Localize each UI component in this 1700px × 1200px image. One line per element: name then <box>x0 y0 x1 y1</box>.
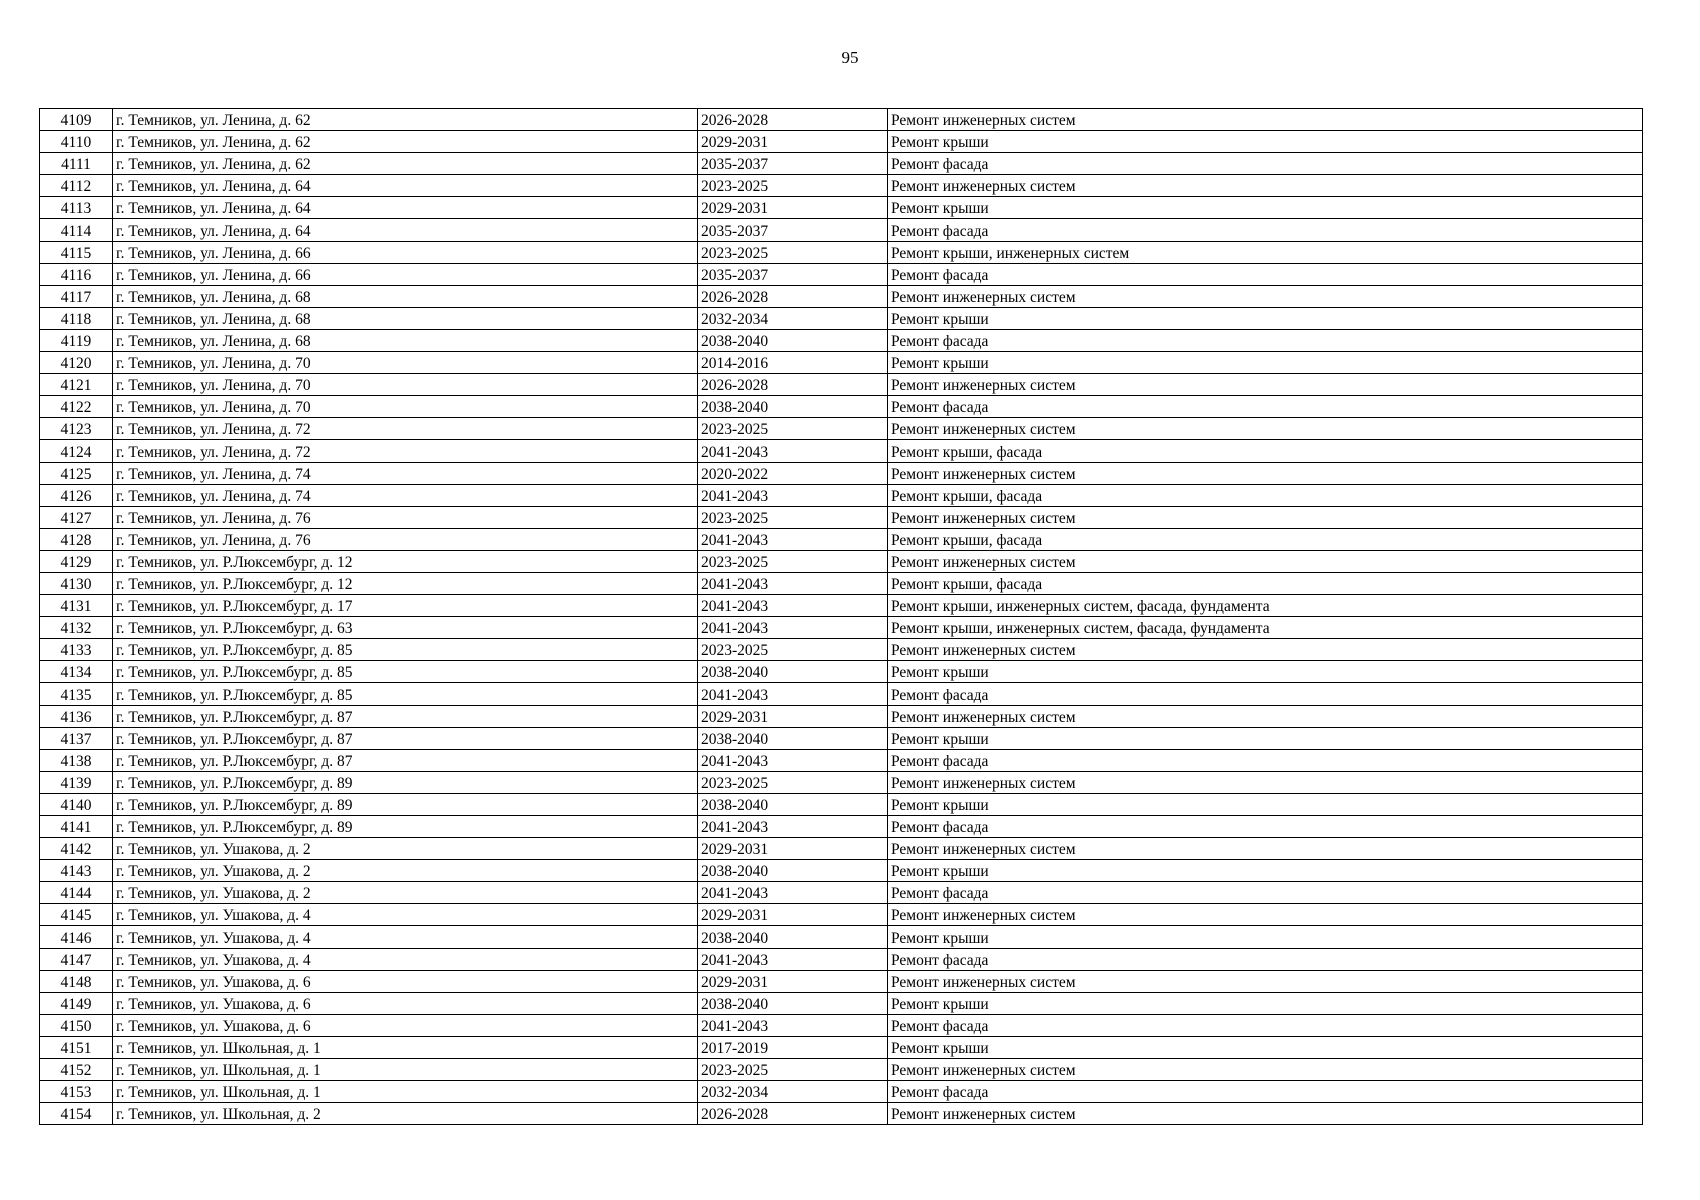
work-type-cell: Ремонт фасада <box>888 1081 1643 1103</box>
row-number-cell: 4132 <box>40 617 113 639</box>
period-cell: 2032-2034 <box>698 1081 888 1103</box>
table-row <box>40 793 1643 815</box>
row-number-cell: 4144 <box>40 882 113 904</box>
row-number-cell: 4147 <box>40 948 113 970</box>
address-cell: г. Темников, ул. Школьная, д. 2 <box>113 1103 698 1125</box>
row-number-cell: 4129 <box>40 550 113 572</box>
work-type-cell: Ремонт крыши, фасада <box>888 484 1643 506</box>
row-number-cell: 4143 <box>40 860 113 882</box>
row-number-cell: 4139 <box>40 771 113 793</box>
period-cell: 2041-2043 <box>698 617 888 639</box>
table-row <box>40 109 1643 131</box>
row-number-cell: 4151 <box>40 1036 113 1058</box>
period-cell: 2041-2043 <box>698 572 888 594</box>
row-number-cell: 4150 <box>40 1014 113 1036</box>
table-row <box>40 197 1643 219</box>
work-type-cell: Ремонт инженерных систем <box>888 109 1643 131</box>
row-number-cell: 4154 <box>40 1103 113 1125</box>
address-cell: г. Темников, ул. Р.Люксембург, д. 89 <box>113 816 698 838</box>
address-cell: г. Темников, ул. Ленина, д. 64 <box>113 197 698 219</box>
row-number-cell: 4145 <box>40 904 113 926</box>
table-row <box>40 550 1643 572</box>
work-type-cell: Ремонт крыши, фасада <box>888 440 1643 462</box>
work-type-cell: Ремонт крыши, фасада <box>888 528 1643 550</box>
work-type-cell: Ремонт инженерных систем <box>888 1059 1643 1081</box>
table-row <box>40 131 1643 153</box>
row-number-cell: 4125 <box>40 462 113 484</box>
work-type-cell: Ремонт инженерных систем <box>888 705 1643 727</box>
row-number-cell: 4115 <box>40 241 113 263</box>
table-row <box>40 705 1643 727</box>
address-cell: г. Темников, ул. Ушакова, д. 4 <box>113 904 698 926</box>
period-cell: 2029-2031 <box>698 904 888 926</box>
period-cell: 2032-2034 <box>698 307 888 329</box>
work-type-cell: Ремонт инженерных систем <box>888 550 1643 572</box>
row-number-cell: 4152 <box>40 1059 113 1081</box>
row-number-cell: 4112 <box>40 175 113 197</box>
period-cell: 2038-2040 <box>698 860 888 882</box>
address-cell: г. Темников, ул. Ленина, д. 70 <box>113 374 698 396</box>
table-body <box>40 109 1643 1125</box>
work-type-cell: Ремонт крыши, фасада <box>888 572 1643 594</box>
work-type-cell: Ремонт фасада <box>888 948 1643 970</box>
row-number-cell: 4153 <box>40 1081 113 1103</box>
address-cell: г. Темников, ул. Ленина, д. 76 <box>113 506 698 528</box>
table-row <box>40 617 1643 639</box>
period-cell: 2035-2037 <box>698 219 888 241</box>
table-row <box>40 970 1643 992</box>
table-row <box>40 329 1643 351</box>
work-type-cell: Ремонт крыши <box>888 992 1643 1014</box>
row-number-cell: 4124 <box>40 440 113 462</box>
table-row <box>40 749 1643 771</box>
row-number-cell: 4130 <box>40 572 113 594</box>
table-row <box>40 639 1643 661</box>
work-type-cell: Ремонт фасада <box>888 263 1643 285</box>
table-row <box>40 462 1643 484</box>
row-number-cell: 4131 <box>40 595 113 617</box>
period-cell: 2026-2028 <box>698 109 888 131</box>
work-type-cell: Ремонт инженерных систем <box>888 970 1643 992</box>
work-type-cell: Ремонт крыши <box>888 860 1643 882</box>
period-cell: 2038-2040 <box>698 926 888 948</box>
period-cell: 2026-2028 <box>698 1103 888 1125</box>
period-cell: 2023-2025 <box>698 639 888 661</box>
table-row <box>40 506 1643 528</box>
address-cell: г. Темников, ул. Ушакова, д. 6 <box>113 992 698 1014</box>
repair-schedule-table <box>39 108 1643 1125</box>
period-cell: 2041-2043 <box>698 528 888 550</box>
table-row <box>40 219 1643 241</box>
address-cell: г. Темников, ул. Ушакова, д. 6 <box>113 1014 698 1036</box>
period-cell: 2023-2025 <box>698 771 888 793</box>
work-type-cell: Ремонт фасада <box>888 153 1643 175</box>
work-type-cell: Ремонт крыши <box>888 793 1643 815</box>
address-cell: г. Темников, ул. Р.Люксембург, д. 17 <box>113 595 698 617</box>
period-cell: 2026-2028 <box>698 374 888 396</box>
work-type-cell: Ремонт инженерных систем <box>888 904 1643 926</box>
row-number-cell: 4111 <box>40 153 113 175</box>
period-cell: 2029-2031 <box>698 705 888 727</box>
row-number-cell: 4140 <box>40 793 113 815</box>
period-cell: 2038-2040 <box>698 793 888 815</box>
row-number-cell: 4146 <box>40 926 113 948</box>
row-number-cell: 4123 <box>40 418 113 440</box>
address-cell: г. Темников, ул. Школьная, д. 1 <box>113 1081 698 1103</box>
row-number-cell: 4109 <box>40 109 113 131</box>
table-row <box>40 992 1643 1014</box>
row-number-cell: 4142 <box>40 838 113 860</box>
table-row <box>40 528 1643 550</box>
row-number-cell: 4127 <box>40 506 113 528</box>
page-number: 95 <box>841 48 859 67</box>
row-number-cell: 4134 <box>40 661 113 683</box>
table-row <box>40 882 1643 904</box>
row-number-cell: 4113 <box>40 197 113 219</box>
table-row <box>40 307 1643 329</box>
work-type-cell: Ремонт инженерных систем <box>888 639 1643 661</box>
work-type-cell: Ремонт крыши <box>888 727 1643 749</box>
period-cell: 2041-2043 <box>698 948 888 970</box>
period-cell: 2041-2043 <box>698 882 888 904</box>
address-cell: г. Темников, ул. Р.Люксембург, д. 87 <box>113 727 698 749</box>
address-cell: г. Темников, ул. Ленина, д. 76 <box>113 528 698 550</box>
table-row <box>40 263 1643 285</box>
address-cell: г. Темников, ул. Школьная, д. 1 <box>113 1036 698 1058</box>
period-cell: 2035-2037 <box>698 263 888 285</box>
work-type-cell: Ремонт инженерных систем <box>888 506 1643 528</box>
row-number-cell: 4126 <box>40 484 113 506</box>
address-cell: г. Темников, ул. Ленина, д. 72 <box>113 418 698 440</box>
row-number-cell: 4136 <box>40 705 113 727</box>
row-number-cell: 4141 <box>40 816 113 838</box>
row-number-cell: 4118 <box>40 307 113 329</box>
table-row <box>40 484 1643 506</box>
address-cell: г. Темников, ул. Ушакова, д. 2 <box>113 882 698 904</box>
work-type-cell: Ремонт фасада <box>888 1014 1643 1036</box>
work-type-cell: Ремонт крыши, инженерных систем, фасада, фундамента <box>888 595 1643 617</box>
table-row <box>40 683 1643 705</box>
table-row <box>40 1014 1643 1036</box>
row-number-cell: 4128 <box>40 528 113 550</box>
work-type-cell: Ремонт инженерных систем <box>888 285 1643 307</box>
work-type-cell: Ремонт крыши <box>888 307 1643 329</box>
address-cell: г. Темников, ул. Р.Люксембург, д. 85 <box>113 661 698 683</box>
address-cell: г. Темников, ул. Р.Люксембург, д. 89 <box>113 771 698 793</box>
period-cell: 2026-2028 <box>698 285 888 307</box>
period-cell: 2017-2019 <box>698 1036 888 1058</box>
address-cell: г. Темников, ул. Ленина, д. 68 <box>113 307 698 329</box>
row-number-cell: 4110 <box>40 131 113 153</box>
work-type-cell: Ремонт крыши <box>888 197 1643 219</box>
table-row <box>40 153 1643 175</box>
row-number-cell: 4137 <box>40 727 113 749</box>
table-row <box>40 241 1643 263</box>
period-cell: 2014-2016 <box>698 352 888 374</box>
row-number-cell: 4116 <box>40 263 113 285</box>
period-cell: 2020-2022 <box>698 462 888 484</box>
address-cell: г. Темников, ул. Ленина, д. 68 <box>113 329 698 351</box>
work-type-cell: Ремонт инженерных систем <box>888 838 1643 860</box>
table-row <box>40 816 1643 838</box>
period-cell: 2023-2025 <box>698 175 888 197</box>
table-row <box>40 352 1643 374</box>
work-type-cell: Ремонт крыши <box>888 352 1643 374</box>
work-type-cell: Ремонт инженерных систем <box>888 462 1643 484</box>
table-row <box>40 926 1643 948</box>
work-type-cell: Ремонт фасада <box>888 683 1643 705</box>
address-cell: г. Темников, ул. Ленина, д. 64 <box>113 219 698 241</box>
table-row <box>40 1103 1643 1125</box>
period-cell: 2038-2040 <box>698 727 888 749</box>
period-cell: 2041-2043 <box>698 816 888 838</box>
address-cell: г. Темников, ул. Ушакова, д. 6 <box>113 970 698 992</box>
row-number-cell: 4120 <box>40 352 113 374</box>
table-row <box>40 948 1643 970</box>
table-row <box>40 595 1643 617</box>
address-cell: г. Темников, ул. Школьная, д. 1 <box>113 1059 698 1081</box>
period-cell: 2038-2040 <box>698 329 888 351</box>
address-cell: г. Темников, ул. Р.Люксембург, д. 85 <box>113 639 698 661</box>
row-number-cell: 4117 <box>40 285 113 307</box>
table-row <box>40 771 1643 793</box>
table-row <box>40 572 1643 594</box>
period-cell: 2023-2025 <box>698 1059 888 1081</box>
table-row <box>40 396 1643 418</box>
period-cell: 2041-2043 <box>698 440 888 462</box>
address-cell: г. Темников, ул. Ушакова, д. 4 <box>113 926 698 948</box>
work-type-cell: Ремонт крыши, инженерных систем, фасада, фундамента <box>888 617 1643 639</box>
row-number-cell: 4122 <box>40 396 113 418</box>
address-cell: г. Темников, ул. Р.Люксембург, д. 87 <box>113 705 698 727</box>
address-cell: г. Темников, ул. Р.Люксембург, д. 12 <box>113 572 698 594</box>
address-cell: г. Темников, ул. Ленина, д. 62 <box>113 153 698 175</box>
row-number-cell: 4138 <box>40 749 113 771</box>
work-type-cell: Ремонт инженерных систем <box>888 1103 1643 1125</box>
period-cell: 2023-2025 <box>698 550 888 572</box>
work-type-cell: Ремонт фасада <box>888 749 1643 771</box>
table-row <box>40 285 1643 307</box>
address-cell: г. Темников, ул. Ленина, д. 72 <box>113 440 698 462</box>
period-cell: 2023-2025 <box>698 506 888 528</box>
address-cell: г. Темников, ул. Р.Люксембург, д. 12 <box>113 550 698 572</box>
table-row <box>40 838 1643 860</box>
address-cell: г. Темников, ул. Р.Люксембург, д. 63 <box>113 617 698 639</box>
work-type-cell: Ремонт фасада <box>888 329 1643 351</box>
row-number-cell: 4148 <box>40 970 113 992</box>
table-row <box>40 661 1643 683</box>
period-cell: 2035-2037 <box>698 153 888 175</box>
work-type-cell: Ремонт фасада <box>888 219 1643 241</box>
table-row <box>40 175 1643 197</box>
address-cell: г. Темников, ул. Ушакова, д. 2 <box>113 860 698 882</box>
period-cell: 2029-2031 <box>698 131 888 153</box>
work-type-cell: Ремонт крыши <box>888 1036 1643 1058</box>
table-row <box>40 1081 1643 1103</box>
address-cell: г. Темников, ул. Ленина, д. 68 <box>113 285 698 307</box>
period-cell: 2029-2031 <box>698 838 888 860</box>
work-type-cell: Ремонт фасада <box>888 816 1643 838</box>
address-cell: г. Темников, ул. Р.Люксембург, д. 89 <box>113 793 698 815</box>
address-cell: г. Темников, ул. Ушакова, д. 2 <box>113 838 698 860</box>
period-cell: 2041-2043 <box>698 683 888 705</box>
address-cell: г. Темников, ул. Ушакова, д. 4 <box>113 948 698 970</box>
work-type-cell: Ремонт крыши <box>888 131 1643 153</box>
work-type-cell: Ремонт фасада <box>888 396 1643 418</box>
period-cell: 2041-2043 <box>698 595 888 617</box>
address-cell: г. Темников, ул. Ленина, д. 74 <box>113 462 698 484</box>
period-cell: 2038-2040 <box>698 396 888 418</box>
row-number-cell: 4135 <box>40 683 113 705</box>
row-number-cell: 4114 <box>40 219 113 241</box>
work-type-cell: Ремонт инженерных систем <box>888 175 1643 197</box>
address-cell: г. Темников, ул. Ленина, д. 62 <box>113 109 698 131</box>
period-cell: 2029-2031 <box>698 197 888 219</box>
address-cell: г. Темников, ул. Ленина, д. 64 <box>113 175 698 197</box>
table-row <box>40 440 1643 462</box>
work-type-cell: Ремонт инженерных систем <box>888 771 1643 793</box>
work-type-cell: Ремонт инженерных систем <box>888 418 1643 440</box>
address-cell: г. Темников, ул. Ленина, д. 70 <box>113 352 698 374</box>
address-cell: г. Темников, ул. Ленина, д. 74 <box>113 484 698 506</box>
row-number-cell: 4133 <box>40 639 113 661</box>
table-row <box>40 1059 1643 1081</box>
work-type-cell: Ремонт фасада <box>888 882 1643 904</box>
work-type-cell: Ремонт крыши, инженерных систем <box>888 241 1643 263</box>
period-cell: 2041-2043 <box>698 749 888 771</box>
work-type-cell: Ремонт инженерных систем <box>888 374 1643 396</box>
period-cell: 2038-2040 <box>698 661 888 683</box>
work-type-cell: Ремонт крыши <box>888 926 1643 948</box>
address-cell: г. Темников, ул. Ленина, д. 70 <box>113 396 698 418</box>
row-number-cell: 4121 <box>40 374 113 396</box>
period-cell: 2023-2025 <box>698 418 888 440</box>
period-cell: 2041-2043 <box>698 484 888 506</box>
address-cell: г. Темников, ул. Ленина, д. 66 <box>113 241 698 263</box>
period-cell: 2038-2040 <box>698 992 888 1014</box>
table-row <box>40 904 1643 926</box>
row-number-cell: 4149 <box>40 992 113 1014</box>
address-cell: г. Темников, ул. Ленина, д. 62 <box>113 131 698 153</box>
table-row <box>40 727 1643 749</box>
table-row <box>40 860 1643 882</box>
address-cell: г. Темников, ул. Р.Люксембург, д. 87 <box>113 749 698 771</box>
work-type-cell: Ремонт крыши <box>888 661 1643 683</box>
period-cell: 2023-2025 <box>698 241 888 263</box>
period-cell: 2041-2043 <box>698 1014 888 1036</box>
table-row <box>40 374 1643 396</box>
table-row <box>40 1036 1643 1058</box>
address-cell: г. Темников, ул. Ленина, д. 66 <box>113 263 698 285</box>
table-row <box>40 418 1643 440</box>
period-cell: 2029-2031 <box>698 970 888 992</box>
row-number-cell: 4119 <box>40 329 113 351</box>
address-cell: г. Темников, ул. Р.Люксембург, д. 85 <box>113 683 698 705</box>
